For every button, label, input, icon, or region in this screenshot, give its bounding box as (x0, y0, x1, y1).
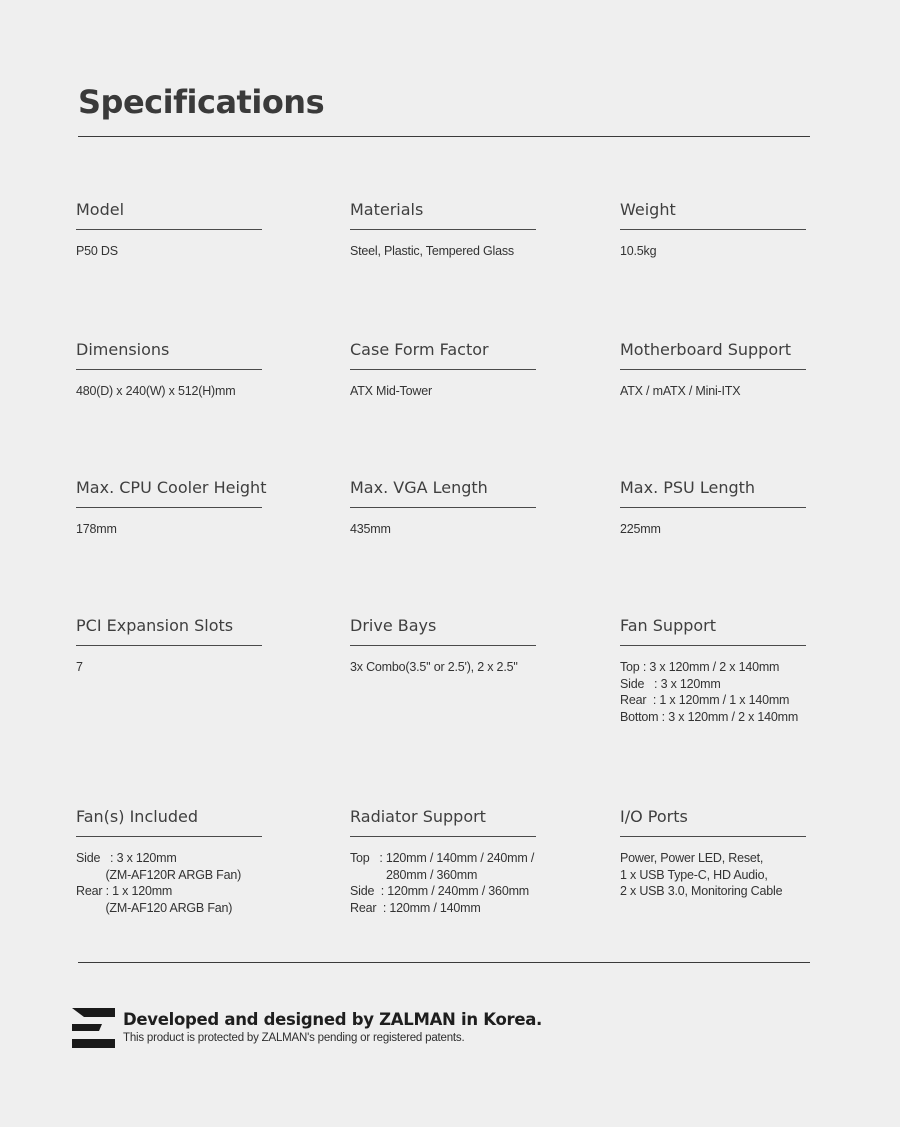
spec-value: Rear : 1 x 120mm / 1 x 140mm (620, 693, 790, 707)
spec-label: Fan Support (620, 615, 806, 646)
spec-label: Materials (350, 199, 536, 230)
spec-max-psu-length (620, 477, 806, 538)
spec-label: Fan(s) Included (76, 806, 262, 837)
spec-value: 10.5kg (620, 244, 657, 258)
spec-label: Max. PSU Length (620, 477, 806, 508)
spec-label: Radiator Support (350, 806, 536, 837)
spec-fan-support (620, 615, 806, 725)
spec-value: ATX / mATX / Mini-ITX (620, 384, 741, 398)
footer-divider (78, 962, 810, 963)
spec-value: 280mm / 360mm (350, 867, 478, 882)
spec-value: 225mm (620, 522, 661, 536)
spec-value: (ZM-AF120R ARGB Fan) (76, 867, 242, 882)
spec-model (76, 199, 262, 260)
spec-label: I/O Ports (620, 806, 806, 837)
spec-value: Rear : 120mm / 140mm (350, 900, 481, 915)
spec-max-cpu-cooler-height (76, 477, 267, 538)
footer-subline: This product is protected by ZALMAN's pending or registered patents. (123, 1032, 465, 1044)
spec-value: P50 DS (76, 244, 118, 258)
spec-max-vga-length (350, 477, 536, 538)
spec-drive-bays (350, 615, 536, 676)
spec-label: Weight (620, 199, 806, 230)
spec-value: Bottom : 3 x 120mm / 2 x 140mm (620, 709, 799, 724)
spec-label: Case Form Factor (350, 339, 536, 370)
title-divider (78, 136, 810, 137)
spec-label: PCI Expansion Slots (76, 615, 262, 646)
spec-value: ATX Mid-Tower (350, 384, 432, 398)
spec-dimensions (76, 339, 262, 400)
spec-value: Steel, Plastic, Tempered Glass (350, 244, 514, 258)
spec-value: (ZM-AF120 ARGB Fan) (76, 900, 233, 915)
spec-io-ports (620, 806, 806, 900)
spec-label: Max. VGA Length (350, 477, 536, 508)
spec-materials (350, 199, 536, 260)
spec-value: Side : 3 x 120mm (620, 676, 721, 691)
spec-value: Rear : 1 x 120mm (76, 884, 173, 898)
spec-case-form-factor (350, 339, 536, 400)
spec-label: Drive Bays (350, 615, 536, 646)
zalman-logo-icon (72, 1008, 115, 1048)
spec-value: 1 x USB Type-C, HD Audio, (620, 867, 768, 882)
spec-weight (620, 199, 806, 260)
page-title: Specifications (78, 83, 325, 121)
spec-radiator-support (350, 806, 536, 916)
spec-label: Dimensions (76, 339, 262, 370)
spec-pci-expansion-slots (76, 615, 262, 676)
spec-label: Motherboard Support (620, 339, 806, 370)
footer (72, 1008, 542, 1048)
spec-value: 7 (76, 660, 83, 674)
spec-value: 178mm (76, 522, 117, 536)
spec-value: 3x Combo(3.5'' or 2.5'), 2 x 2.5" (350, 660, 518, 674)
spec-label: Max. CPU Cooler Height (76, 477, 262, 508)
spec-value: 480(D) x 240(W) x 512(H)mm (76, 384, 236, 398)
spec-value: Top : 3 x 120mm / 2 x 140mm (620, 660, 780, 674)
spec-value: 2 x USB 3.0, Monitoring Cable (620, 884, 783, 898)
footer-headline: Developed and designed by ZALMAN in Korea. (123, 1010, 543, 1029)
spec-fans-included (76, 806, 262, 916)
spec-value: 435mm (350, 522, 391, 536)
spec-value: Top : 120mm / 140mm / 240mm / (350, 851, 535, 865)
spec-value: Side : 120mm / 240mm / 360mm (350, 884, 529, 898)
spec-value: Power, Power LED, Reset, (620, 851, 764, 865)
spec-value: Side : 3 x 120mm (76, 851, 177, 865)
spec-label: Model (76, 199, 262, 230)
spec-motherboard-support (620, 339, 806, 400)
